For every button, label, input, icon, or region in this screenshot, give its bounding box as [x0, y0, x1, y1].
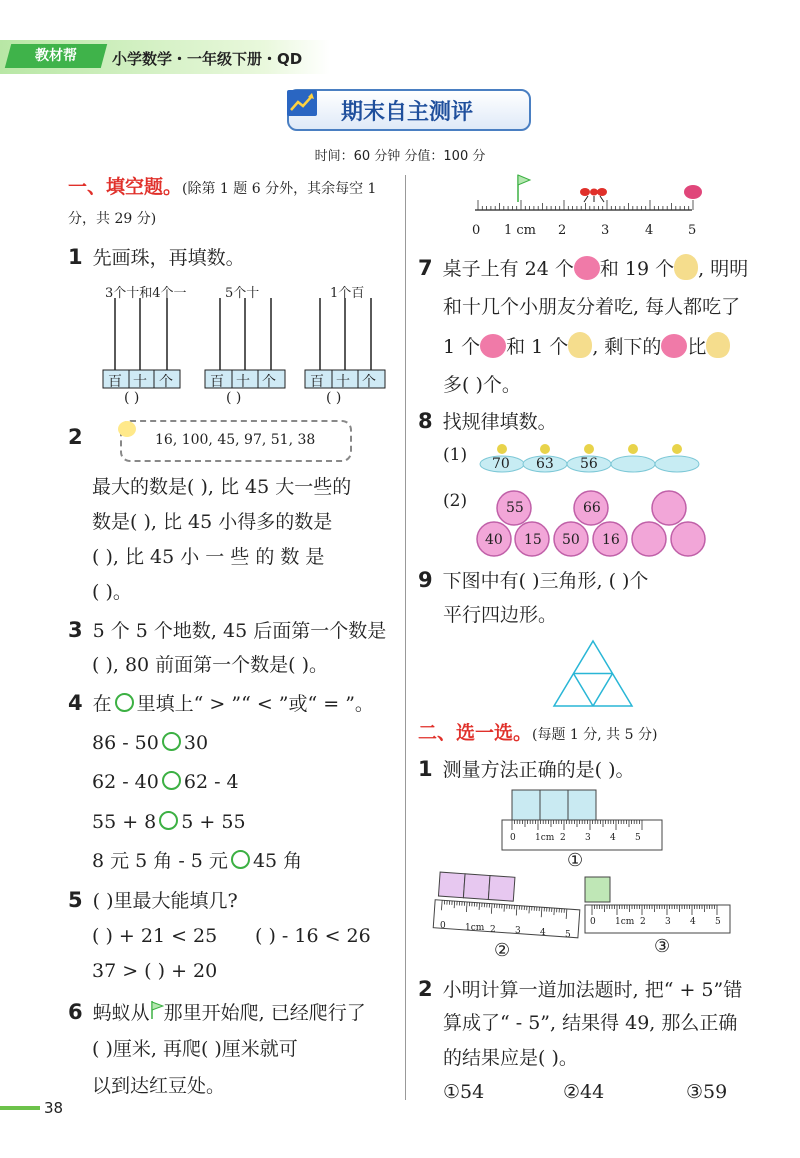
ruler2-label-0: 0 [440, 921, 446, 931]
ruler3-label-0: 0 [590, 917, 596, 927]
q5-line1a: ( ) + 21 < 25 [92, 925, 218, 947]
s2q2-choice3[interactable]: ③59 [686, 1081, 728, 1103]
section2-title: 二、选一选。 [418, 722, 533, 744]
book-title: 小学数学・一年级下册・QD [112, 50, 303, 68]
q4-item4-left: 8 元 5 角 - 5 元 [92, 850, 228, 872]
ruler3-label-1: 1cm [615, 917, 635, 927]
ruler3-label-3: 3 [665, 917, 671, 927]
q7-line3a: 1 个 [443, 336, 481, 358]
ruler1-label-1: 1cm [535, 833, 555, 843]
option2-figure [433, 872, 582, 938]
s2q2-line3: 的结果应是( )。 [443, 1047, 578, 1069]
q9-number: 9 [418, 568, 433, 592]
s2q1-number: 1 [418, 757, 433, 781]
q2-numbers: 16, 100, 45, 97, 51, 38 [155, 432, 316, 448]
flower2-right: 16 [602, 532, 620, 548]
q5-line1b: ( ) - 16 < 26 [255, 925, 371, 947]
q2-line4: ( )。 [92, 581, 132, 603]
abacus1-blank[interactable]: ( ) [124, 390, 140, 406]
s2q2-choice1[interactable]: ①54 [443, 1081, 485, 1103]
apple-icon [661, 334, 687, 358]
section1-title: 一、填空题。 [68, 176, 183, 198]
q5-line2: 37 > ( ) + 20 [92, 960, 218, 982]
abacus3-blank[interactable]: ( ) [326, 390, 342, 406]
pad-value-2: 63 [536, 456, 554, 472]
q4-item3-left: 55 + 8 [92, 811, 157, 833]
q4-item1-circle[interactable] [162, 732, 181, 751]
q4-item2-circle[interactable] [162, 771, 181, 790]
place-hundreds-1: 百 [108, 374, 122, 390]
ruler2-label-2: 2 [490, 924, 496, 935]
q6-line2: ( )厘米, 再爬( )厘米就可 [92, 1038, 298, 1060]
page-bar [0, 1106, 40, 1110]
compare-circle-icon [115, 693, 134, 712]
apple-icon [574, 256, 600, 280]
ruler-top-1: 1 cm [504, 223, 537, 238]
abacus1-label: 3个十和4个一 [105, 286, 187, 301]
flower2-top: 66 [583, 500, 601, 516]
q2-line2: 数是( ), 比 45 小得多的数是 [92, 511, 333, 533]
ruler-top-2: 2 [558, 223, 567, 238]
q4-number: 4 [68, 691, 83, 715]
ruler3-label-2: 2 [640, 917, 646, 927]
q2-number: 2 [68, 425, 83, 449]
q2-line1: 最大的数是( ), 比 45 大一些的 [92, 476, 352, 498]
q4-item4 [92, 846, 302, 876]
q4-item3-right: 5 + 55 [181, 811, 246, 833]
q4-item1 [92, 728, 208, 758]
pad-value-1: 70 [492, 456, 510, 472]
exam-info: 时间：60 分钟 分值：100 分 [314, 149, 486, 164]
q7-line1a: 桌子上有 24 个 [442, 258, 574, 280]
q4-heading [68, 688, 374, 719]
place-hundreds-3: 百 [310, 374, 324, 390]
section1-note-a: (除第 1 题 6 分外，其余每空 1 [182, 181, 377, 197]
abacus2-blank[interactable]: ( ) [226, 390, 242, 406]
q9-line1-text: 下图中有( )三角形, ( )个 [442, 570, 649, 592]
ruler-top-5: 5 [688, 223, 697, 238]
top-ruler [470, 172, 710, 220]
q7-line1c: , 明明 [698, 258, 749, 280]
s2q2-line2: 算成了“ - 5”, 结果得 49, 那么正确 [443, 1012, 738, 1034]
q5-heading [68, 885, 238, 916]
q6-number: 6 [68, 1000, 83, 1024]
flag-icon [150, 998, 164, 1028]
pear-icon [706, 332, 730, 358]
option2-label[interactable]: ② [494, 940, 511, 961]
q3-line1: 5 个 5 个地数, 45 后面第一个数是 [92, 620, 387, 642]
flower1-left: 40 [485, 532, 503, 548]
q7-line3b: 和 1 个 [506, 336, 569, 358]
q4-post: 里填上“ > ”“ < ”或“ = ”。 [136, 693, 374, 715]
flower1-top: 55 [506, 500, 524, 516]
q6-line1a: 蚂蚁从 [92, 1002, 150, 1024]
ruler2-label-1: 1cm [465, 922, 485, 933]
q4-pre: 在 [92, 693, 112, 715]
flower1-right: 15 [524, 532, 542, 548]
section1-note-b: 分，共 29 分) [68, 211, 157, 227]
place-ones-3: 个 [362, 374, 376, 390]
page-title: 期末自主测评 [340, 100, 473, 125]
ruler1-label-5: 5 [635, 833, 641, 843]
q6-line1 [68, 997, 366, 1028]
q4-item1-left: 86 - 50 [92, 732, 159, 754]
page-number: 38 [44, 1099, 64, 1117]
s2q2-line1 [418, 974, 742, 1005]
place-tens-1: 十 [133, 374, 147, 390]
q4-item3-circle[interactable] [159, 811, 178, 830]
ruler3-label-5: 5 [715, 917, 721, 927]
s2q2-number: 2 [418, 977, 433, 1001]
q1-number: 1 [68, 245, 83, 269]
q1 [68, 242, 245, 273]
ruler1-label-0: 0 [510, 833, 516, 843]
option1-label[interactable]: ① [567, 850, 584, 871]
q7-line3d: 比 [687, 336, 707, 358]
q3-line2: ( ), 80 前面第一个数是( )。 [92, 654, 329, 676]
q7-line3 [443, 332, 730, 362]
q8-heading [418, 406, 557, 437]
abacus2-label: 5个十 [225, 286, 260, 301]
ant-icon [580, 188, 607, 202]
ruler1-label-3: 3 [585, 833, 591, 843]
q5-text: ( )里最大能填几? [92, 890, 238, 912]
ruler-top-4: 4 [645, 223, 654, 238]
q2-number-wrap [68, 422, 93, 453]
section1-heading [68, 172, 376, 204]
ruler1-label-2: 2 [560, 833, 566, 843]
place-ones-2: 个 [262, 374, 276, 390]
q3-line1-wrap [68, 615, 386, 646]
s2q2-line1-text: 小明计算一道加法题时, 把“ + 5”错 [442, 979, 743, 1001]
option3-figure [585, 877, 730, 933]
book-tag: 教材帮 [5, 44, 107, 68]
ruler-top-3: 3 [601, 223, 610, 238]
ruler2-label-4: 4 [540, 928, 546, 939]
pad-value-3: 56 [580, 456, 598, 472]
q4-item2-right: 62 - 4 [183, 771, 239, 793]
pear-icon [568, 332, 592, 358]
ruler3-label-4: 4 [690, 917, 696, 927]
q1-text: 先画珠，再填数。 [92, 247, 245, 269]
abacus3-label: 1个百 [330, 286, 365, 301]
q7-line2: 和十几个小朋友分着吃, 每人都吃了 [443, 296, 741, 318]
pear-icon [674, 254, 698, 280]
q8-part1-label: (1) [443, 445, 468, 465]
ruler-top-0: 0 [472, 223, 481, 238]
place-tens-2: 十 [236, 374, 250, 390]
q6-line1b: 那里开始爬, 已经爬行了 [163, 1002, 366, 1024]
q9-line2: 平行四边形。 [443, 604, 558, 626]
q5-number: 5 [68, 888, 83, 912]
q4-item1-right: 30 [183, 732, 209, 754]
q4-item3 [92, 807, 246, 837]
section2-note: (每题 1 分, 共 5 分) [532, 727, 658, 743]
section2-heading [418, 718, 657, 750]
q7-line3c: , 剩下的 [592, 336, 662, 358]
q4-item4-circle[interactable] [231, 850, 250, 869]
q6-line3: 以到达红豆处。 [92, 1075, 226, 1097]
s2q2-choice2[interactable]: ②44 [563, 1081, 605, 1103]
q4-item2 [92, 767, 239, 797]
ruler2-label-3: 3 [515, 926, 521, 937]
triangle-figure [552, 638, 634, 708]
q4-item2-left: 62 - 40 [92, 771, 159, 793]
q7-number: 7 [418, 256, 433, 280]
q7-line4: 多( )个。 [443, 374, 521, 396]
column-divider [405, 175, 406, 1100]
lightbulb-icon [118, 421, 136, 437]
q3-number: 3 [68, 618, 83, 642]
ruler-flag-icon [518, 175, 530, 185]
q2-line3: ( ), 比 45 小 一 些 的 数 是 [92, 546, 325, 568]
q8-part2-label: (2) [443, 491, 468, 511]
q4-item4-right: 45 角 [252, 850, 303, 872]
option3-label[interactable]: ③ [654, 936, 671, 957]
q8-number: 8 [418, 409, 433, 433]
apple-icon [480, 334, 506, 358]
ruler1-label-4: 4 [610, 833, 616, 843]
flower2-left: 50 [562, 532, 580, 548]
q9-line1 [418, 565, 648, 596]
s2q1-text: 测量方法正确的是( )。 [442, 759, 635, 781]
ruler2-label-5: 5 [565, 930, 571, 940]
q8-text: 找规律填数。 [442, 411, 557, 433]
flower-groups [474, 488, 714, 558]
red-bean-icon [684, 185, 702, 199]
s2q1-heading [418, 754, 635, 785]
place-hundreds-2: 百 [210, 374, 224, 390]
q7-line1b: 和 19 个 [599, 258, 675, 280]
place-ones-1: 个 [159, 374, 173, 390]
q7-line1 [418, 253, 748, 284]
place-tens-3: 十 [336, 374, 350, 390]
